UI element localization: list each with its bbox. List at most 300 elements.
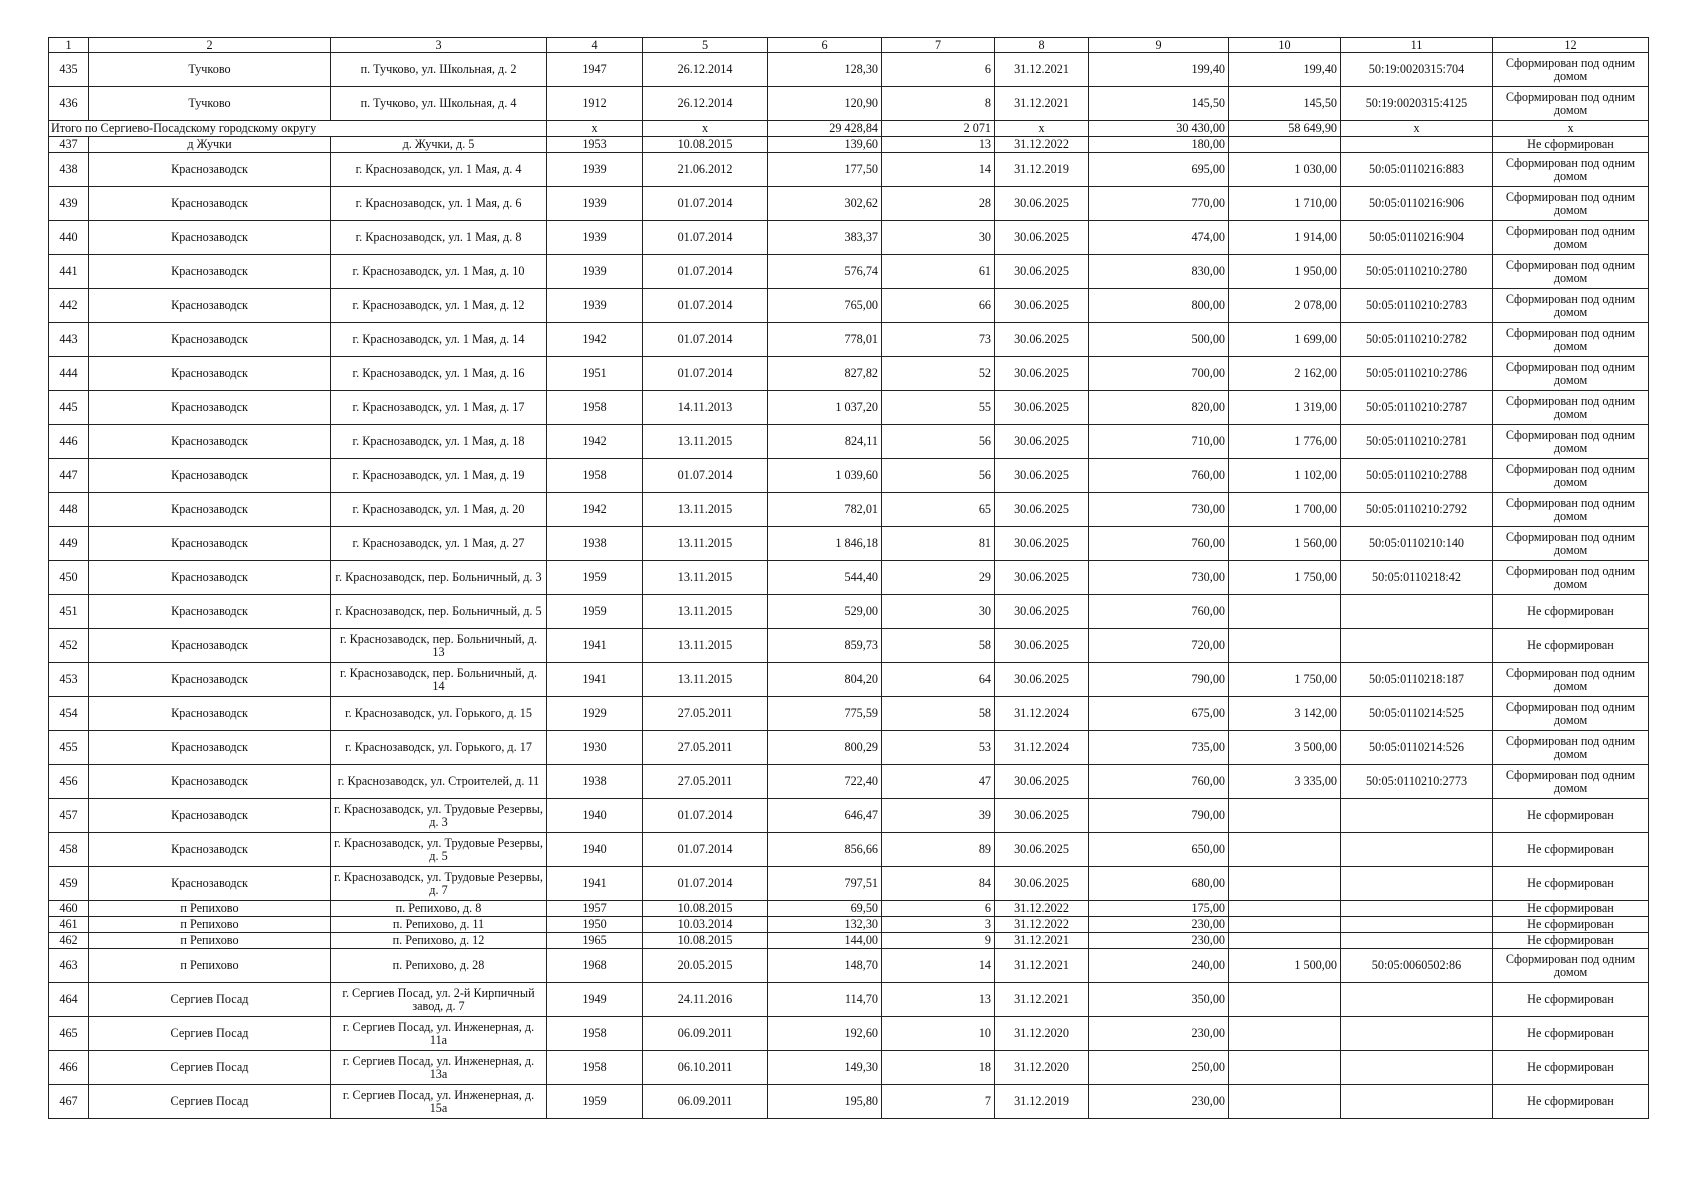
table-row [49,731,1649,765]
settlement-cell: Краснозаводск [89,731,331,765]
cost-cell: 474,00 [1089,221,1229,255]
cost-cell: 735,00 [1089,731,1229,765]
row-number-cell: 455 [49,731,89,765]
table-row [49,323,1649,357]
area-cell: 646,47 [768,799,882,833]
residents-cell: 66 [882,289,995,323]
area-cell: 797,51 [768,867,882,901]
date-cell: 27.05.2011 [643,765,768,799]
settlement-cell: п Репихово [89,901,331,917]
settlement-cell: Сергиев Посад [89,1085,331,1119]
cadastral-number-cell: 50:19:0020315:4125 [1341,87,1493,121]
land-area-cell: 2 162,00 [1229,357,1341,391]
deadline-cell: 30.06.2025 [995,289,1089,323]
deadline-cell: 30.06.2025 [995,527,1089,561]
settlement-cell: Краснозаводск [89,867,331,901]
settlement-cell: Краснозаводск [89,493,331,527]
area-cell: 1 037,20 [768,391,882,425]
address-cell: г. Краснозаводск, ул. 1 Мая, д. 17 [331,391,547,425]
column-header: 2 [89,38,331,53]
table-row [49,663,1649,697]
year-built-cell: 1929 [547,697,643,731]
settlement-cell: Краснозаводск [89,629,331,663]
row-number-cell: 441 [49,255,89,289]
row-number-cell: 439 [49,187,89,221]
total-deadline-cell: х [995,121,1089,137]
area-cell: 529,00 [768,595,882,629]
column-header: 1 [49,38,89,53]
cadastral-number-cell: 50:05:0110216:906 [1341,187,1493,221]
cost-cell: 250,00 [1089,1051,1229,1085]
area-cell: 800,29 [768,731,882,765]
column-header: 10 [1229,38,1341,53]
residents-cell: 39 [882,799,995,833]
address-cell: г. Краснозаводск, ул. 1 Мая, д. 8 [331,221,547,255]
date-cell: 13.11.2015 [643,663,768,697]
address-cell: г. Краснозаводск, пер. Больничный, д. 13 [331,629,547,663]
land-status-cell: Сформирован под одним домом [1493,949,1649,983]
total-date-cell: х [643,121,768,137]
area-cell: 120,90 [768,87,882,121]
address-cell: г. Краснозаводск, ул. 1 Мая, д. 14 [331,323,547,357]
column-header: 8 [995,38,1089,53]
row-number-cell: 458 [49,833,89,867]
settlement-cell: п Репихово [89,949,331,983]
column-header: 6 [768,38,882,53]
residents-cell: 47 [882,765,995,799]
area-cell: 195,80 [768,1085,882,1119]
year-built-cell: 1958 [547,1017,643,1051]
cost-cell: 230,00 [1089,1085,1229,1119]
cadastral-number-cell: 50:05:0110210:2780 [1341,255,1493,289]
year-built-cell: 1940 [547,833,643,867]
cadastral-number-cell: 50:05:0110214:526 [1341,731,1493,765]
year-built-cell: 1942 [547,493,643,527]
deadline-cell: 31.12.2021 [995,949,1089,983]
cost-cell: 730,00 [1089,493,1229,527]
year-built-cell: 1947 [547,53,643,87]
year-built-cell: 1938 [547,765,643,799]
land-area-cell [1229,983,1341,1017]
year-built-cell: 1968 [547,949,643,983]
year-built-cell: 1939 [547,153,643,187]
address-cell: г. Краснозаводск, ул. 1 Мая, д. 18 [331,425,547,459]
cost-cell: 199,40 [1089,53,1229,87]
area-cell: 132,30 [768,917,882,933]
land-status-cell: Сформирован под одним домом [1493,663,1649,697]
residents-cell: 29 [882,561,995,595]
land-area-cell: 1 030,00 [1229,153,1341,187]
total-land-area-cell: 58 649,90 [1229,121,1341,137]
table-row [49,561,1649,595]
date-cell: 20.05.2015 [643,949,768,983]
residents-cell: 56 [882,425,995,459]
land-area-cell: 1 560,00 [1229,527,1341,561]
land-status-cell: Сформирован под одним домом [1493,731,1649,765]
year-built-cell: 1939 [547,289,643,323]
area-cell: 1 039,60 [768,459,882,493]
date-cell: 27.05.2011 [643,731,768,765]
table-row [49,917,1649,933]
settlement-cell: Краснозаводск [89,561,331,595]
table-row [49,459,1649,493]
land-area-cell [1229,595,1341,629]
cost-cell: 770,00 [1089,187,1229,221]
address-cell: г. Краснозаводск, ул. Горького, д. 15 [331,697,547,731]
land-status-cell: Сформирован под одним домом [1493,221,1649,255]
date-cell: 10.08.2015 [643,933,768,949]
address-cell: г. Краснозаводск, ул. 1 Мая, д. 19 [331,459,547,493]
cost-cell: 650,00 [1089,833,1229,867]
land-status-cell: Не сформирован [1493,1017,1649,1051]
settlement-cell: Краснозаводск [89,289,331,323]
land-status-cell: Не сформирован [1493,137,1649,153]
residents-cell: 3 [882,917,995,933]
cost-cell: 760,00 [1089,765,1229,799]
settlement-cell: Краснозаводск [89,765,331,799]
land-area-cell: 3 335,00 [1229,765,1341,799]
row-number-cell: 448 [49,493,89,527]
table-body [49,38,1649,1119]
deadline-cell: 30.06.2025 [995,493,1089,527]
date-cell: 01.07.2014 [643,323,768,357]
land-status-cell: Сформирован под одним домом [1493,493,1649,527]
land-area-cell: 3 500,00 [1229,731,1341,765]
cadastral-number-cell [1341,137,1493,153]
column-header: 7 [882,38,995,53]
cadastral-number-cell: 50:19:0020315:704 [1341,53,1493,87]
table-row [49,949,1649,983]
year-built-cell: 1942 [547,323,643,357]
residents-cell: 6 [882,53,995,87]
cadastral-number-cell [1341,1085,1493,1119]
cost-cell: 820,00 [1089,391,1229,425]
area-cell: 114,70 [768,983,882,1017]
deadline-cell: 30.06.2025 [995,561,1089,595]
table-row [49,221,1649,255]
settlement-cell: Краснозаводск [89,255,331,289]
residents-cell: 55 [882,391,995,425]
address-cell: п. Репихово, д. 11 [331,917,547,933]
cadastral-number-cell [1341,833,1493,867]
table-row [49,595,1649,629]
land-status-cell: Сформирован под одним домом [1493,527,1649,561]
cost-cell: 730,00 [1089,561,1229,595]
table-row [49,137,1649,153]
date-cell: 06.10.2011 [643,1051,768,1085]
deadline-cell: 30.06.2025 [995,833,1089,867]
row-number-cell: 457 [49,799,89,833]
date-cell: 01.07.2014 [643,459,768,493]
address-cell: г. Сергиев Посад, ул. Инженерная, д. 11а [331,1017,547,1051]
date-cell: 26.12.2014 [643,87,768,121]
row-number-cell: 435 [49,53,89,87]
land-status-cell: Сформирован под одним домом [1493,459,1649,493]
address-cell: г. Краснозаводск, ул. Строителей, д. 11 [331,765,547,799]
land-status-cell: Не сформирован [1493,799,1649,833]
land-area-cell: 1 500,00 [1229,949,1341,983]
area-cell: 722,40 [768,765,882,799]
area-cell: 383,37 [768,221,882,255]
table-row [49,629,1649,663]
area-cell: 859,73 [768,629,882,663]
date-cell: 01.07.2014 [643,867,768,901]
settlement-cell: Краснозаводск [89,323,331,357]
year-built-cell: 1958 [547,391,643,425]
year-built-cell: 1912 [547,87,643,121]
year-built-cell: 1938 [547,527,643,561]
column-header: 3 [331,38,547,53]
row-number-cell: 465 [49,1017,89,1051]
row-number-cell: 438 [49,153,89,187]
row-number-cell: 436 [49,87,89,121]
cost-cell: 145,50 [1089,87,1229,121]
table-row [49,765,1649,799]
deadline-cell: 31.12.2021 [995,983,1089,1017]
row-number-cell: 454 [49,697,89,731]
land-area-cell [1229,799,1341,833]
residents-cell: 73 [882,323,995,357]
settlement-cell: Краснозаводск [89,153,331,187]
settlement-cell: Сергиев Посад [89,1017,331,1051]
year-built-cell: 1951 [547,357,643,391]
year-built-cell: 1958 [547,459,643,493]
land-status-cell: Сформирован под одним домом [1493,53,1649,87]
settlement-cell: п Репихово [89,917,331,933]
settlement-cell: Краснозаводск [89,391,331,425]
date-cell: 13.11.2015 [643,493,768,527]
deadline-cell: 30.06.2025 [995,323,1089,357]
settlement-cell: Краснозаводск [89,527,331,561]
cadastral-number-cell [1341,933,1493,949]
address-cell: п. Репихово, д. 12 [331,933,547,949]
cadastral-number-cell [1341,917,1493,933]
settlement-cell: Краснозаводск [89,221,331,255]
total-label: Итого по Сергиево-Посадскому городскому округу [49,121,547,137]
cost-cell: 180,00 [1089,137,1229,153]
area-cell: 856,66 [768,833,882,867]
address-cell: г. Краснозаводск, ул. Горького, д. 17 [331,731,547,765]
area-cell: 148,70 [768,949,882,983]
cadastral-number-cell: 50:05:0110210:2786 [1341,357,1493,391]
land-status-cell: Сформирован под одним домом [1493,255,1649,289]
cost-cell: 760,00 [1089,527,1229,561]
area-cell: 149,30 [768,1051,882,1085]
residents-cell: 89 [882,833,995,867]
cost-cell: 800,00 [1089,289,1229,323]
deadline-cell: 30.06.2025 [995,663,1089,697]
date-cell: 24.11.2016 [643,983,768,1017]
land-area-cell: 2 078,00 [1229,289,1341,323]
land-area-cell [1229,833,1341,867]
land-area-cell: 1 319,00 [1229,391,1341,425]
cost-cell: 710,00 [1089,425,1229,459]
cadastral-number-cell [1341,595,1493,629]
date-cell: 06.09.2011 [643,1017,768,1051]
deadline-cell: 30.06.2025 [995,221,1089,255]
total-area-cell: 29 428,84 [768,121,882,137]
date-cell: 01.07.2014 [643,833,768,867]
settlement-cell: Краснозаводск [89,697,331,731]
area-cell: 765,00 [768,289,882,323]
residents-cell: 30 [882,221,995,255]
total-cadastral-number-cell: х [1341,121,1493,137]
cost-cell: 230,00 [1089,933,1229,949]
row-number-cell: 466 [49,1051,89,1085]
land-status-cell: Сформирован под одним домом [1493,425,1649,459]
total-cost-cell: 30 430,00 [1089,121,1229,137]
cadastral-number-cell: 50:05:0110216:904 [1341,221,1493,255]
residents-cell: 6 [882,901,995,917]
address-cell: п. Репихово, д. 28 [331,949,547,983]
area-cell: 782,01 [768,493,882,527]
cost-cell: 790,00 [1089,799,1229,833]
settlement-cell: Тучково [89,53,331,87]
residents-cell: 64 [882,663,995,697]
row-number-cell: 451 [49,595,89,629]
table-row [49,357,1649,391]
address-cell: г. Краснозаводск, ул. 1 Мая, д. 20 [331,493,547,527]
date-cell: 10.08.2015 [643,901,768,917]
column-header: 11 [1341,38,1493,53]
land-area-cell: 1 750,00 [1229,663,1341,697]
land-area-cell: 1 914,00 [1229,221,1341,255]
land-area-cell: 199,40 [1229,53,1341,87]
residents-cell: 81 [882,527,995,561]
land-area-cell: 1 750,00 [1229,561,1341,595]
deadline-cell: 31.12.2021 [995,933,1089,949]
land-status-cell: Не сформирован [1493,867,1649,901]
cadastral-number-cell: 50:05:0060502:86 [1341,949,1493,983]
date-cell: 01.07.2014 [643,357,768,391]
residents-cell: 14 [882,153,995,187]
settlement-cell: Краснозаводск [89,833,331,867]
residents-cell: 13 [882,137,995,153]
cost-cell: 790,00 [1089,663,1229,697]
date-cell: 13.11.2015 [643,561,768,595]
row-number-cell: 444 [49,357,89,391]
row-number-cell: 460 [49,901,89,917]
cadastral-number-cell: 50:05:0110210:2788 [1341,459,1493,493]
year-built-cell: 1939 [547,255,643,289]
total-row [49,121,1649,137]
year-built-cell: 1959 [547,595,643,629]
cost-cell: 230,00 [1089,1017,1229,1051]
residents-cell: 65 [882,493,995,527]
table-row [49,87,1649,121]
date-cell: 26.12.2014 [643,53,768,87]
column-number-header-row [49,38,1649,53]
row-number-cell: 461 [49,917,89,933]
deadline-cell: 30.06.2025 [995,595,1089,629]
land-area-cell: 1 699,00 [1229,323,1341,357]
year-built-cell: 1940 [547,799,643,833]
cadastral-number-cell [1341,629,1493,663]
area-cell: 778,01 [768,323,882,357]
cost-cell: 230,00 [1089,917,1229,933]
deadline-cell: 31.12.2021 [995,87,1089,121]
address-cell: п. Репихово, д. 8 [331,901,547,917]
land-status-cell: Сформирован под одним домом [1493,391,1649,425]
row-number-cell: 456 [49,765,89,799]
settlement-cell: Сергиев Посад [89,1051,331,1085]
area-cell: 139,60 [768,137,882,153]
cost-cell: 350,00 [1089,983,1229,1017]
year-built-cell: 1942 [547,425,643,459]
date-cell: 01.07.2014 [643,221,768,255]
settlement-cell: Краснозаводск [89,799,331,833]
column-header: 5 [643,38,768,53]
table-row [49,983,1649,1017]
date-cell: 01.07.2014 [643,289,768,323]
cadastral-number-cell: 50:05:0110210:2773 [1341,765,1493,799]
deadline-cell: 31.12.2022 [995,917,1089,933]
table-row [49,187,1649,221]
land-status-cell: Сформирован под одним домом [1493,289,1649,323]
total-land-status-cell: х [1493,121,1649,137]
row-number-cell: 452 [49,629,89,663]
land-status-cell: Не сформирован [1493,629,1649,663]
deadline-cell: 30.06.2025 [995,629,1089,663]
deadline-cell: 30.06.2025 [995,459,1089,493]
land-area-cell: 1 710,00 [1229,187,1341,221]
address-cell: г. Краснозаводск, пер. Больничный, д. 5 [331,595,547,629]
settlement-cell: Сергиев Посад [89,983,331,1017]
row-number-cell: 459 [49,867,89,901]
table-row [49,493,1649,527]
date-cell: 10.08.2015 [643,137,768,153]
land-area-cell [1229,629,1341,663]
land-status-cell: Сформирован под одним домом [1493,357,1649,391]
land-status-cell: Сформирован под одним домом [1493,153,1649,187]
table-row [49,425,1649,459]
area-cell: 804,20 [768,663,882,697]
address-cell: г. Краснозаводск, ул. 1 Мая, д. 16 [331,357,547,391]
land-area-cell: 1 700,00 [1229,493,1341,527]
area-cell: 177,50 [768,153,882,187]
deadline-cell: 31.12.2021 [995,53,1089,87]
row-number-cell: 463 [49,949,89,983]
residents-cell: 28 [882,187,995,221]
row-number-cell: 445 [49,391,89,425]
row-number-cell: 447 [49,459,89,493]
residents-cell: 9 [882,933,995,949]
area-cell: 775,59 [768,697,882,731]
date-cell: 10.03.2014 [643,917,768,933]
row-number-cell: 467 [49,1085,89,1119]
cost-cell: 700,00 [1089,357,1229,391]
table-row [49,1085,1649,1119]
land-status-cell: Не сформирован [1493,901,1649,917]
total-year-built-cell: х [547,121,643,137]
row-number-cell: 464 [49,983,89,1017]
year-built-cell: 1941 [547,663,643,697]
residents-cell: 53 [882,731,995,765]
land-status-cell: Не сформирован [1493,933,1649,949]
table-row [49,799,1649,833]
date-cell: 01.07.2014 [643,187,768,221]
settlement-cell: Краснозаводск [89,425,331,459]
area-cell: 302,62 [768,187,882,221]
deadline-cell: 30.06.2025 [995,187,1089,221]
year-built-cell: 1965 [547,933,643,949]
date-cell: 14.11.2013 [643,391,768,425]
land-status-cell: Сформирован под одним домом [1493,561,1649,595]
residents-cell: 56 [882,459,995,493]
land-status-cell: Сформирован под одним домом [1493,87,1649,121]
cost-cell: 500,00 [1089,323,1229,357]
land-status-cell: Сформирован под одним домом [1493,765,1649,799]
